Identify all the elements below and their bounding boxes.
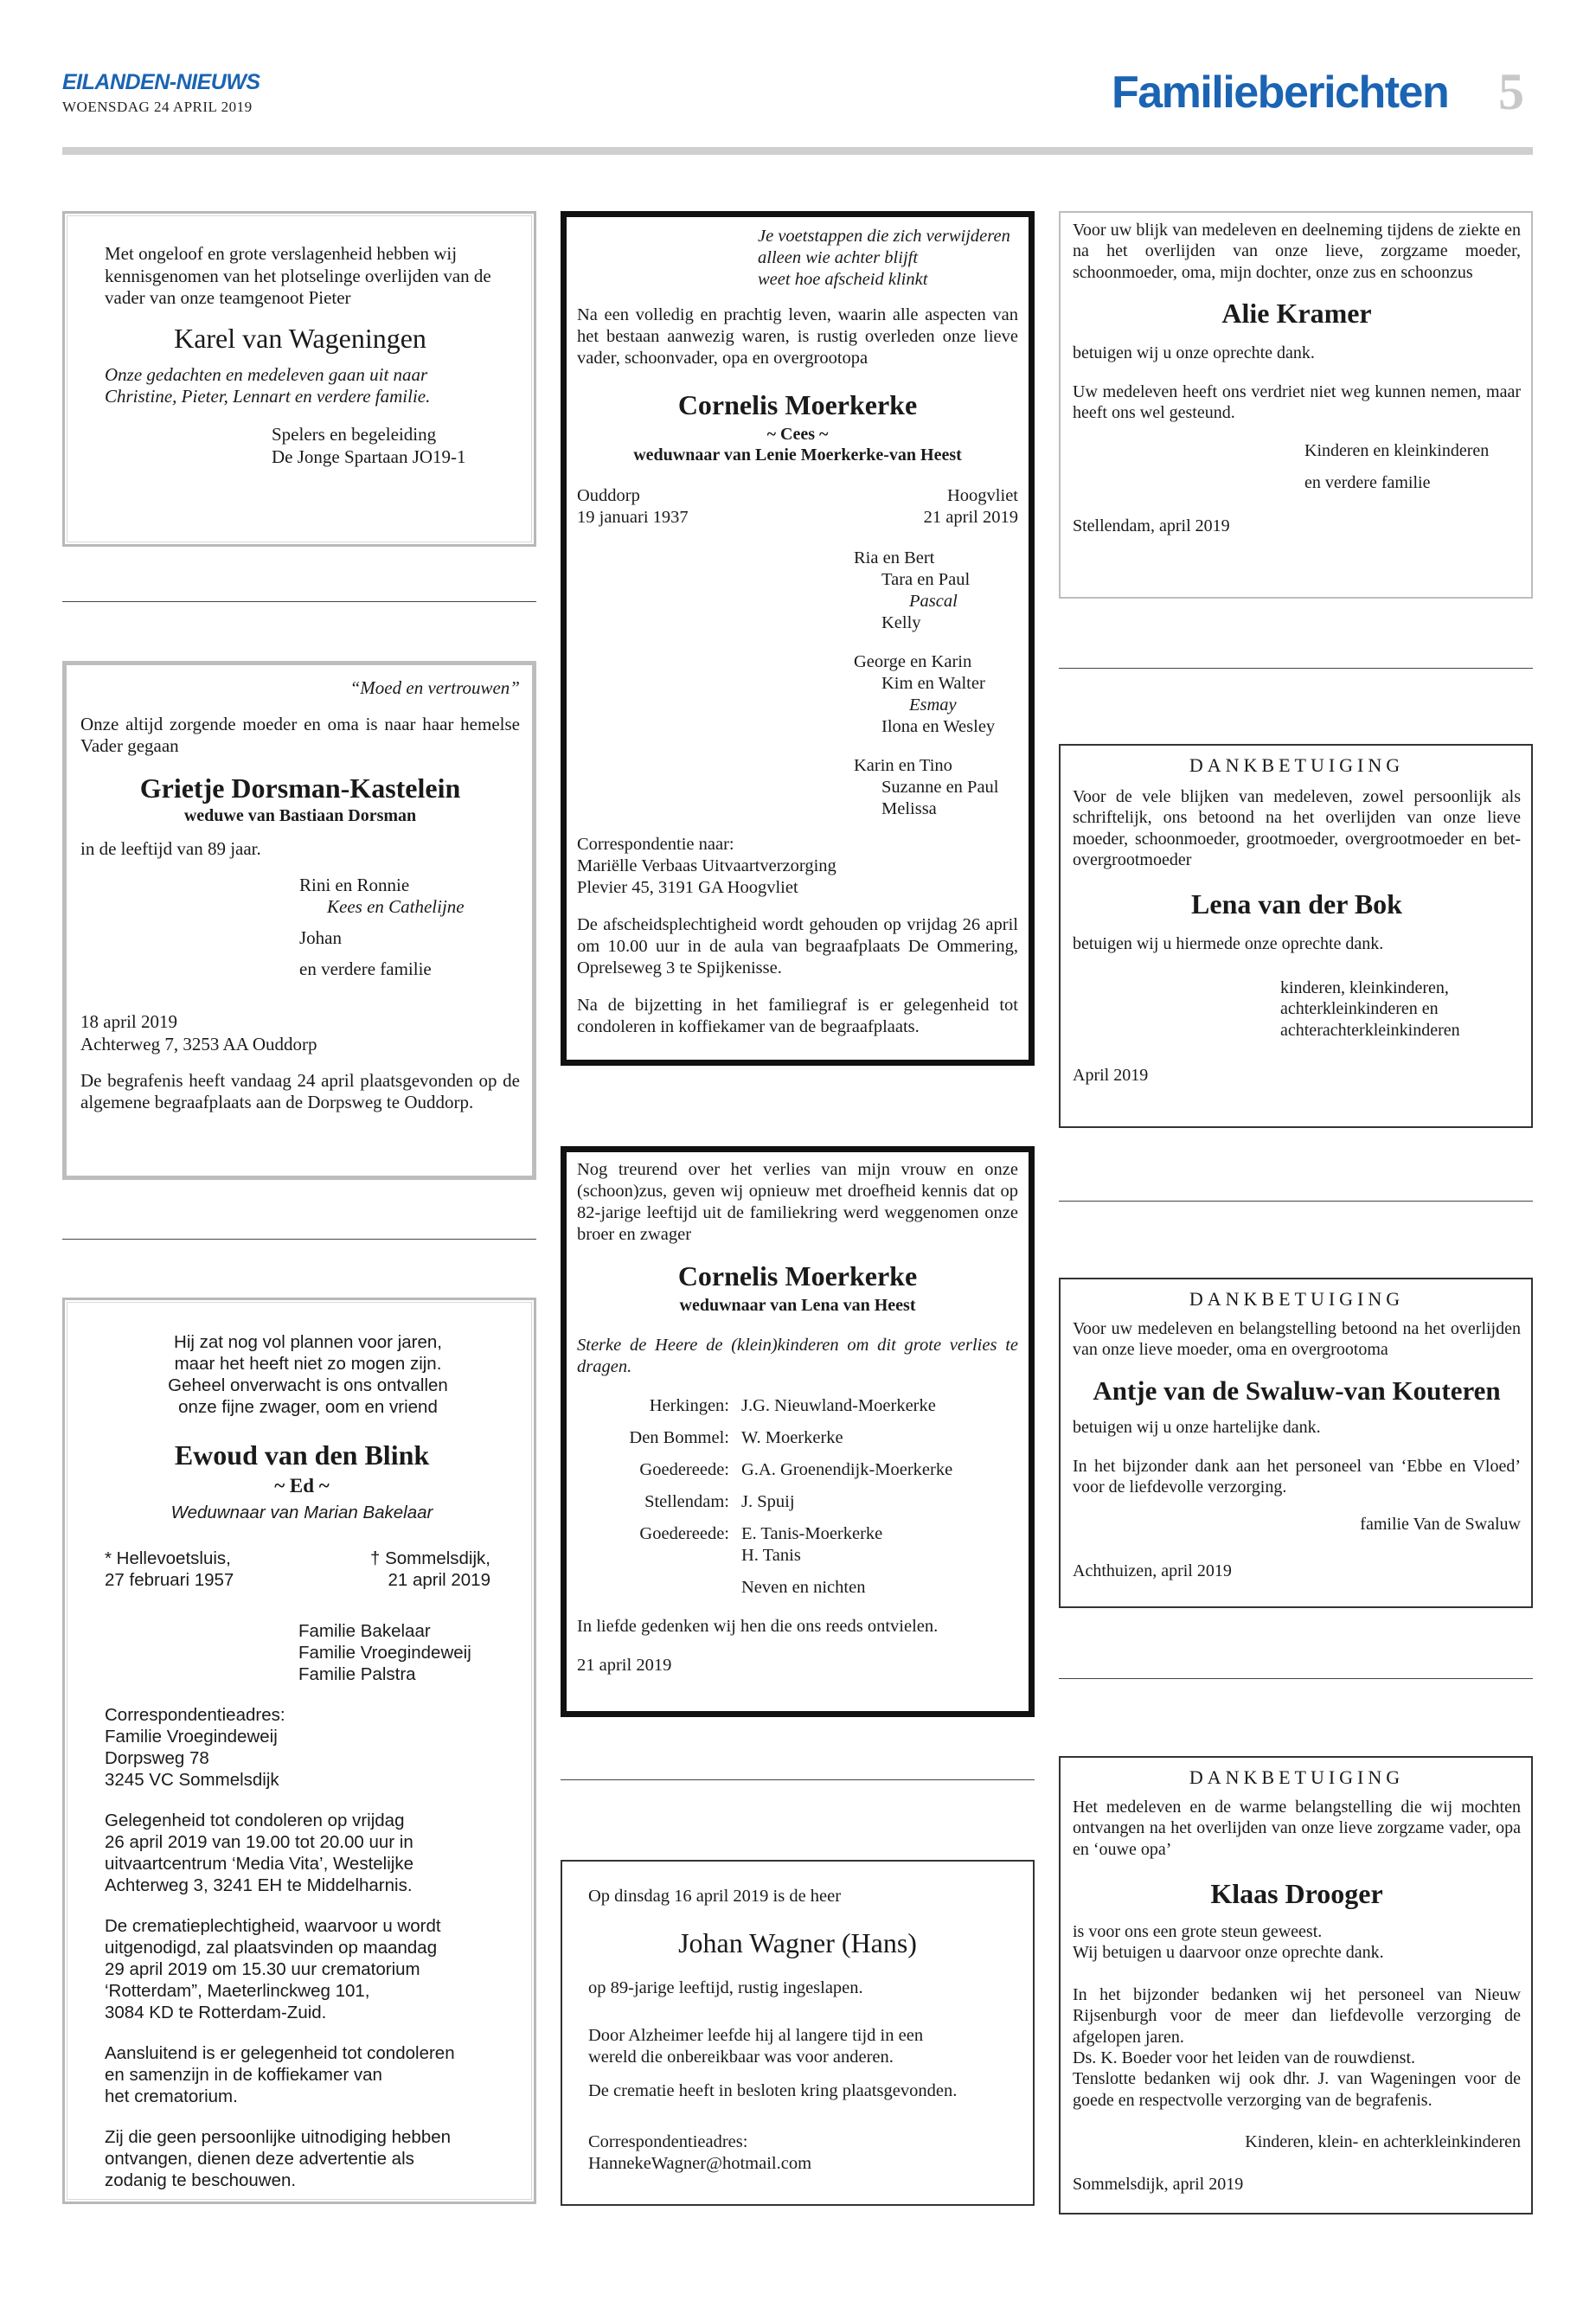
- notice-date: April 2019: [1073, 1065, 1149, 1085]
- special-thanks: Tenslotte bedanken wij ook dhr. J. van Wageningen voor de goede en respectvolle verzorging van de begrafenis.: [1073, 2069, 1521, 2110]
- ceremony-info: De afscheidsplechtigheid wordt gehouden op vrijdag 26 april om 10.00 uur in de aula van begraafplaats De Ommering, Oprelseweg 3 te Spijkenisse.: [577, 914, 1018, 977]
- notice-karel-van-wageningen: [62, 211, 536, 547]
- special-thanks: Ds. K. Boeder voor het leiden van de rouwdienst.: [1073, 2048, 1416, 2067]
- separator: [1059, 1678, 1533, 1679]
- signature-line: kinderen, kleinkinderen,: [1280, 977, 1449, 997]
- family-grandchild: Esmay: [909, 695, 957, 715]
- after-line: Aansluitend is er gelegenheid tot condoleren: [105, 2043, 455, 2064]
- intro-line: onze fijne zwager, oom en vriend: [178, 1397, 438, 1417]
- family-child: Tara en Paul: [881, 569, 971, 589]
- after-line: en samenzijn in de koffiekamer van: [105, 2065, 382, 2086]
- deceased-name: Alie Kramer: [1221, 298, 1372, 330]
- family-line: Kees en Cathelijne: [327, 896, 465, 918]
- notice-intro: Voor de vele blijken van medeleven, zowel persoonlijk als schriftelijk, ons betoond na het overlijden van onze lieve moeder, schoonmoeder, grootmoeder, overgrootmoeder en bet-overgrootmoeder: [1073, 786, 1521, 869]
- thanks-line: betuigen wij u onze hartelijke dank.: [1073, 1418, 1321, 1438]
- relative-name: J.G. Nieuwland-Moerkerke: [741, 1396, 936, 1416]
- family-grandchild: Pascal: [909, 591, 958, 611]
- notice-intro: Met ongeloof en grote verslagenheid hebben wij kennisgenomen van het plotselinge overlijden van de vader van onze teamgenoot Pieter: [105, 243, 491, 309]
- family-child: Melissa: [881, 798, 937, 818]
- notice-intro: Na een volledig en prachtig leven, waarin alle aspecten van het bestaan aanwezig waren, is rustig overleden onze lieve vader, schoonvader, opa en overgrootopa: [577, 305, 1018, 368]
- notice-intro: Onze altijd zorgende moeder en oma is naar haar hemelse Vader gegaan: [80, 713, 520, 757]
- notice-motto: “Moed en vertrouwen”: [349, 677, 520, 698]
- notice-intro: Voor uw blijk van medeleven en deelneming tijdens de ziekte en na het overlijden van onze lieve, zorgzame moeder, schoonmoeder, oma, mijn dochter, onze zus en schoonzus: [1073, 221, 1521, 282]
- corr-line: Familie Vroegindeweij: [105, 1727, 278, 1747]
- death-date: 21 april 2019: [923, 507, 1018, 527]
- signature-line: Spelers en begeleiding: [272, 424, 437, 445]
- after-line: het crematorium.: [105, 2086, 238, 2107]
- poem-line: alleen wie achter blijft: [758, 248, 919, 267]
- deceased-name: Grietje Dorsman-Kastelein: [139, 772, 461, 804]
- birth-date: 27 februari 1957: [105, 1570, 234, 1591]
- notice-heading: DANKBETUIGING: [1189, 1766, 1405, 1788]
- corr-line: Correspondentieadres:: [588, 2132, 748, 2152]
- signature-line: achterachterkleinkinderen: [1280, 1020, 1460, 1040]
- after-info: Na de bijzetting in het familiegraf is er gelegenheid tot condoleren in koffiekamer van de begraafplaats.: [577, 995, 1018, 1036]
- death-place: Hoogvliet: [947, 485, 1018, 505]
- signature-line: familie Van de Swaluw: [1360, 1514, 1521, 1534]
- notice-intro: Op dinsdag 16 april 2019 is de heer: [588, 1887, 842, 1906]
- notice-heading: DANKBETUIGING: [1189, 754, 1405, 776]
- notice-ewoud-van-den-blink: [62, 1298, 536, 2204]
- family-head: Ria en Bert: [854, 548, 935, 567]
- intro-line: Hij zat nog vol plannen voor jaren,: [174, 1332, 442, 1352]
- notice-address: Achterweg 7, 3253 AA Ouddorp: [80, 1033, 317, 1054]
- family-line: Rini en Ronnie: [299, 874, 410, 895]
- intro-line: Geheel onverwacht is ons ontvallen: [168, 1375, 448, 1395]
- corr-line: Correspondentie naar:: [577, 834, 734, 854]
- special-thanks: In het bijzonder bedanken wij het personeel van Nieuw Rijsenburgh voor de meer dan liefdevolle verzorging de afgelopen jaren.: [1073, 1984, 1521, 2047]
- notice-klaas-drooger: [1059, 1756, 1533, 2214]
- relative-name: W. Moerkerke: [741, 1428, 843, 1448]
- support-line: Wij betuigen u daarvoor onze oprechte dank.: [1073, 1943, 1384, 1963]
- notice-alie-kramer: [1059, 211, 1533, 599]
- relative-name: G.A. Groenendijk-Moerkerke: [741, 1460, 953, 1480]
- condolence-line: uitvaartcentrum ‘Media Vita’, Westelijke: [105, 1854, 413, 1875]
- family-child: Kelly: [881, 612, 921, 632]
- separator: [1059, 668, 1533, 669]
- corr-line: Mariëlle Verbaas Uitvaartverzorging: [577, 856, 836, 875]
- notice-date: 21 april 2019: [577, 1656, 672, 1676]
- notice-intro: Voor uw medeleven en belangstelling betoond na het overlijden van onze lieve moeder, oma en overgrootoma: [1073, 1318, 1521, 1360]
- support-line: Uw medeleven heeft ons verdriet niet weg kunnen nemen, maar heeft ons wel gesteund.: [1073, 381, 1521, 422]
- poem-line: weet hoe afscheid klinkt: [758, 270, 928, 289]
- birth-place: * Hellevoetsluis,: [105, 1548, 231, 1569]
- condolence-line: Achterweg 3, 3241 EH te Middelharnis.: [105, 1875, 413, 1896]
- notice-date: 18 april 2019: [80, 1011, 177, 1033]
- family-child: Kim en Walter: [881, 673, 985, 693]
- relative-name: H. Tanis: [741, 1546, 801, 1566]
- condolence-line: Gelegenheid tot condoleren op vrijdag: [105, 1811, 405, 1831]
- relative-place: Herkingen:: [649, 1396, 729, 1416]
- corr-email: HannekeWagner@hotmail.com: [588, 2154, 812, 2174]
- nephews-nieces: Neven en nichten: [741, 1578, 866, 1598]
- notice-heading: DANKBETUIGING: [1189, 1288, 1405, 1310]
- deceased-name: Antje van de Swaluw-van Kouteren: [1093, 1375, 1501, 1406]
- deceased-name: Johan Wagner (Hans): [678, 1927, 917, 1958]
- notice-lena-van-der-bok: [1059, 744, 1533, 1128]
- cremation-line: uitgenodigd, zal plaatsvinden op maandag: [105, 1938, 438, 1958]
- relative-place: Goedereede:: [639, 1524, 729, 1544]
- cremation-line: ‘Rotterdam”, Maeterlinckweg 101,: [105, 1981, 370, 2002]
- family-line: Familie Bakelaar: [298, 1621, 431, 1642]
- family-line: en verdere familie: [299, 958, 432, 979]
- newspaper-logo: EILANDEN-NIEUWS: [62, 70, 260, 94]
- notice-grietje-dorsman: [62, 661, 536, 1180]
- signature-line: Kinderen, klein- en achterkleinkinderen: [1245, 2132, 1521, 2152]
- family-line: Johan: [299, 927, 342, 949]
- note-line: Zij die geen persoonlijke uitnodiging hebben: [105, 2127, 452, 2148]
- birth-date: 19 januari 1937: [577, 507, 689, 527]
- page-number: 5: [1498, 63, 1524, 120]
- age-line: op 89-jarige leeftijd, rustig ingeslapen.: [588, 1978, 863, 1998]
- deceased-name: Lena van der Bok: [1191, 888, 1402, 920]
- signature-line: en verdere familie: [1304, 472, 1431, 492]
- separator: [62, 1239, 536, 1240]
- nickname: ~ Cees ~: [766, 425, 829, 445]
- relative-place: Den Bommel:: [629, 1428, 729, 1448]
- notice-intro: Het medeleven en de warme belangstelling die wij mochten ontvangen na het overlijden van onze lieve zorgzame vader, opa en ‘ouwe opa’: [1073, 1797, 1521, 1859]
- poem-line: Je voetstappen die zich verwijderen: [758, 227, 1010, 246]
- age-line: in de leeftijd van 89 jaar.: [80, 838, 261, 860]
- notice-cornelis-moerkerke-cees: [561, 211, 1035, 1066]
- family-child: Ilona en Wesley: [881, 716, 996, 736]
- signature-line: De Jonge Spartaan JO19-1: [272, 445, 466, 467]
- signature-line: Kinderen en kleinkinderen: [1304, 441, 1490, 461]
- deceased-name: Ewoud van den Blink: [174, 1439, 430, 1471]
- corr-line: Dorpsweg 78: [105, 1748, 209, 1769]
- section-title: Familieberichten: [1112, 67, 1449, 118]
- separator: [561, 1779, 1035, 1780]
- family-head: George en Karin: [854, 651, 972, 671]
- top-rule: [62, 147, 1533, 155]
- notice-thoughts: Onze gedachten en medeleven gaan uit naar Christine, Pieter, Lennart en verdere familie.: [105, 363, 431, 407]
- deceased-name: Cornelis Moerkerke: [677, 1260, 918, 1292]
- support-line: is voor ons een grote steun geweest.: [1073, 1922, 1323, 1942]
- family-child: Suzanne en Paul: [881, 777, 999, 797]
- special-thanks: In het bijzonder dank aan het personeel van ‘Ebbe en Vloed’ voor de liefdevolle verzorging.: [1073, 1456, 1521, 1497]
- corr-line: Correspondentieadres:: [105, 1705, 285, 1726]
- deceased-name: Cornelis Moerkerke: [677, 389, 918, 420]
- funeral-info: De begrafenis heeft vandaag 24 april plaatsgevonden op de algemene begraafplaats aan de Dorpsweg te Ouddorp.: [80, 1069, 520, 1113]
- notice-antje-van-de-swaluw: [1059, 1278, 1533, 1608]
- deceased-name: Klaas Drooger: [1210, 1878, 1383, 1909]
- deceased-name: Karel van Wageningen: [174, 322, 426, 354]
- alzheimer-line: wereld die onbereikbaar was voor anderen.: [588, 2048, 894, 2067]
- corr-line: 3245 VC Sommelsdijk: [105, 1770, 279, 1791]
- thanks-line: betuigen wij u onze oprechte dank.: [1073, 343, 1315, 363]
- birth-place: Ouddorp: [577, 485, 640, 505]
- cremation-line: 29 april 2019 om 15.30 uur crematorium: [105, 1959, 420, 1980]
- widow-of: weduwe van Bastiaan Dorsman: [183, 805, 417, 825]
- place-date: Sommelsdijk, april 2019: [1073, 2174, 1244, 2194]
- cremation-line: 3084 KD te Rotterdam-Zuid.: [105, 2003, 327, 2023]
- relative-place: Stellendam:: [644, 1492, 729, 1512]
- separator: [62, 601, 536, 602]
- condolence-line: 26 april 2019 van 19.00 tot 20.00 uur in: [105, 1832, 413, 1853]
- relative-name: J. Spuij: [741, 1492, 795, 1512]
- cremation-info: De crematie heeft in besloten kring plaatsgevonden.: [588, 2081, 958, 2101]
- alzheimer-line: Door Alzheimer leefde hij al langere tijd in een: [588, 2026, 924, 2046]
- nickname: ~ Ed ~: [274, 1475, 330, 1497]
- place-date: Achthuizen, april 2019: [1073, 1561, 1232, 1580]
- notice-johan-wagner: [561, 1860, 1035, 2206]
- widower-of: weduwnaar van Lena van Heest: [679, 1296, 916, 1316]
- cremation-line: De crematieplechtigheid, waarvoor u wordt: [105, 1916, 441, 1937]
- widower-of: Weduwnaar van Marian Bakelaar: [170, 1503, 433, 1523]
- death-date: 21 april 2019: [388, 1570, 490, 1591]
- family-head: Karin en Tino: [854, 755, 952, 775]
- place-date: Stellendam, april 2019: [1073, 516, 1230, 536]
- notice-intro: Nog treurend over het verlies van mijn vrouw en onze (schoon)zus, geven wij opnieuw met droefheid kennis dat op 82-jarige leeftijd uit de familiekring werd weggenomen onze broer en zwager: [577, 1160, 1018, 1244]
- memory-line: In liefde gedenken wij hen die ons reeds ontvielen.: [577, 1617, 939, 1637]
- separator: [1059, 1201, 1533, 1202]
- note-line: zodanig te beschouwen.: [105, 2170, 297, 2191]
- relative-name: E. Tanis-Moerkerke: [741, 1524, 883, 1544]
- note-line: ontvangen, dienen deze advertentie als: [105, 2149, 414, 2170]
- relative-place: Goedereede:: [639, 1460, 729, 1480]
- corr-line: Plevier 45, 3191 GA Hoogvliet: [577, 877, 798, 897]
- family-line: Familie Vroegindeweij: [298, 1643, 471, 1663]
- issue-date: WOENSDAG 24 APRIL 2019: [62, 99, 253, 115]
- death-place: † Sommelsdijk,: [370, 1548, 490, 1569]
- signature-line: achterkleinkinderen en: [1280, 999, 1439, 1019]
- family-line: Familie Palstra: [298, 1664, 416, 1685]
- thanks-line: betuigen wij u hiermede onze oprechte dank.: [1073, 934, 1384, 954]
- notice-cornelis-moerkerke-siblings: [561, 1146, 1035, 1717]
- widower-of: weduwnaar van Lenie Moerkerke-van Heest: [633, 445, 962, 465]
- intro-line: maar het heeft niet zo mogen zijn.: [174, 1354, 442, 1374]
- notice-wish: Sterke de Heere de (klein)kinderen om dit grote verlies te dragen.: [577, 1336, 1018, 1377]
